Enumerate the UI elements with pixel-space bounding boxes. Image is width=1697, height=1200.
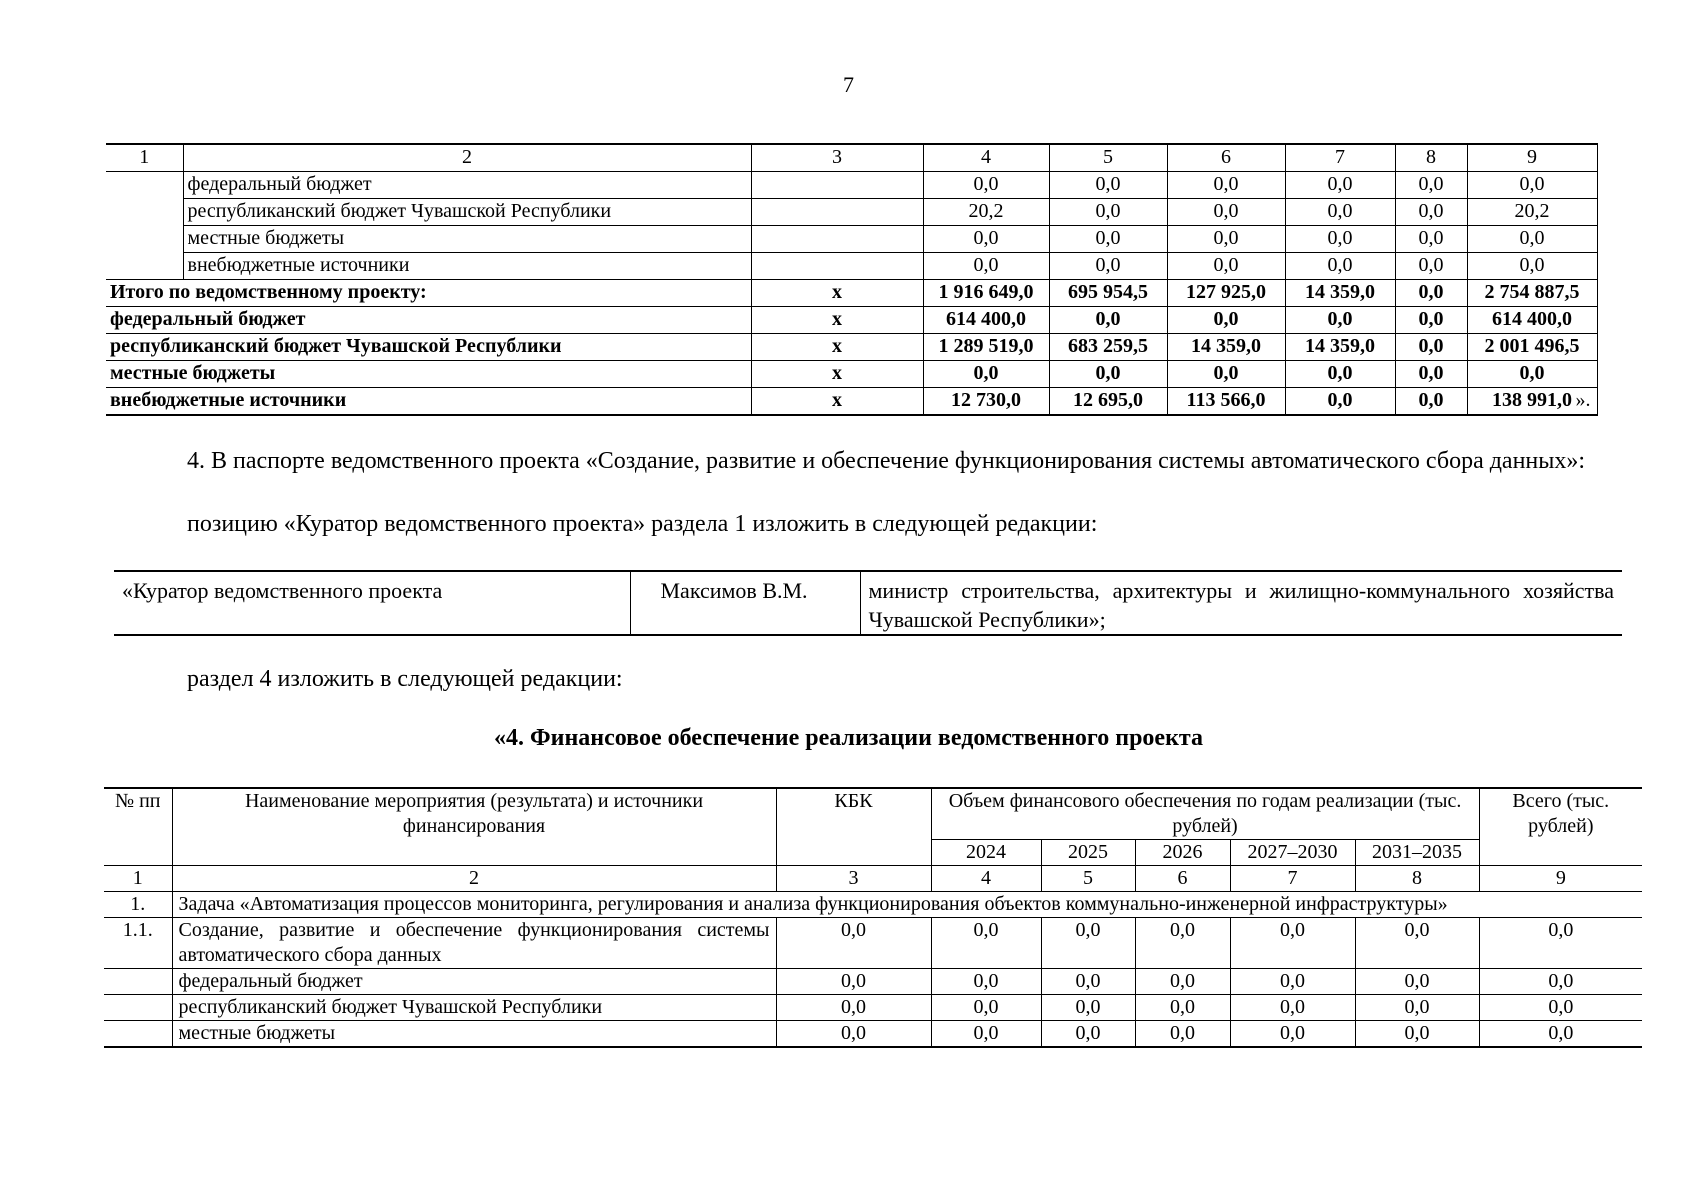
header-year: 2031–2035: [1355, 840, 1479, 866]
value-cell: 0,0: [1167, 361, 1285, 388]
source-name: местные бюджеты: [183, 226, 751, 253]
value-cell: 0,0: [1230, 995, 1355, 1021]
value-cell: 0,0: [1467, 253, 1597, 280]
header-num: № пп: [104, 788, 172, 866]
total-value: 138 991,0: [1492, 389, 1572, 411]
value-cell: 0,0: [1167, 253, 1285, 280]
col-num: 6: [1135, 866, 1230, 892]
value-cell: 20,2: [923, 199, 1049, 226]
value-cell: 0,0: [1285, 253, 1395, 280]
value-cell: 0,0: [1467, 172, 1597, 199]
source-name: федеральный бюджет: [172, 969, 776, 995]
value-cell: 0,0: [931, 969, 1041, 995]
empty-num-cell: [104, 969, 172, 995]
col-num: 2: [183, 144, 751, 172]
header-name: Наименование мероприятия (результата) и источники финансирования: [172, 788, 776, 866]
value-cell: 0,0: [1041, 969, 1135, 995]
value-cell: 0,0: [1355, 918, 1479, 969]
table-row: [104, 995, 1642, 1021]
value-cell: 0,0: [1479, 969, 1642, 995]
empty-num-cell: [104, 995, 172, 1021]
value-cell: 0,0: [776, 969, 931, 995]
value-cell: 113 566,0: [1167, 388, 1285, 416]
value-cell: 20,2: [1467, 199, 1597, 226]
value-cell: 0,0: [1167, 226, 1285, 253]
value-cell: 0,0: [1395, 172, 1467, 199]
value-cell: 0,0: [776, 995, 931, 1021]
value-cell: 0,0: [1285, 307, 1395, 334]
curator-label: «Куратор ведомственного проекта: [114, 571, 630, 635]
total-row: [106, 388, 1597, 416]
value-cell: 0,0: [1041, 995, 1135, 1021]
value-cell: 0,0: [1167, 199, 1285, 226]
table-row: [114, 571, 1622, 635]
col-num: 6: [1167, 144, 1285, 172]
col-num: 2: [172, 866, 776, 892]
value-cell: 0,0: [1467, 361, 1597, 388]
task-num: 1.: [104, 892, 172, 918]
value-cell: 0,0: [1285, 199, 1395, 226]
value-cell: 0,0: [931, 995, 1041, 1021]
value-cell: 2 001 496,5: [1467, 334, 1597, 361]
table-row: [106, 199, 1597, 226]
value-cell: 0,0: [1355, 969, 1479, 995]
col-num: 7: [1230, 866, 1355, 892]
kbk-cell: x: [751, 361, 923, 388]
financing-table: [104, 787, 1642, 1048]
funding-table-continued: [106, 143, 1598, 416]
value-cell: 0,0: [1467, 226, 1597, 253]
value-cell: 0,0: [776, 1021, 931, 1048]
col-num: 8: [1395, 144, 1467, 172]
header-total: Всего (тыс. рублей): [1479, 788, 1642, 866]
value-cell: 0,0: [776, 918, 931, 969]
value-cell: 0,0: [1167, 307, 1285, 334]
value-cell: 14 359,0: [1285, 280, 1395, 307]
value-cell: 0,0: [1285, 172, 1395, 199]
value-cell: [1467, 388, 1597, 416]
value-cell: 0,0: [1355, 995, 1479, 1021]
item-num: 1.1.: [104, 918, 172, 969]
value-cell: 0,0: [1395, 361, 1467, 388]
empty-num-cell: [104, 1021, 172, 1048]
total-row: [106, 280, 1597, 307]
source-name: республиканский бюджет Чувашской Республики: [172, 995, 776, 1021]
total-name: внебюджетные источники: [106, 388, 751, 416]
col-num: 5: [1049, 144, 1167, 172]
source-name: федеральный бюджет: [183, 172, 751, 199]
value-cell: 0,0: [1049, 226, 1167, 253]
table-row: [104, 969, 1642, 995]
value-cell: 0,0: [1049, 307, 1167, 334]
value-cell: 0,0: [1230, 969, 1355, 995]
value-cell: 0,0: [923, 361, 1049, 388]
value-cell: 0,0: [1049, 361, 1167, 388]
paragraph-curator-position: позицию «Куратор ведомственного проекта» раздела 1 изложить в следующей редакции:: [187, 511, 1098, 537]
col-num: 9: [1479, 866, 1642, 892]
value-cell: 0,0: [923, 253, 1049, 280]
value-cell: 0,0: [1049, 172, 1167, 199]
column-number-row: [104, 866, 1642, 892]
item-text: Создание, развитие и обеспечение функционирования системы автоматического сбора данных: [172, 918, 776, 969]
kbk-cell: x: [751, 388, 923, 416]
value-cell: 0,0: [1395, 226, 1467, 253]
col-num: 1: [106, 144, 183, 172]
value-cell: 0,0: [1285, 388, 1395, 416]
value-cell: 0,0: [1230, 1021, 1355, 1048]
total-row: [106, 334, 1597, 361]
kbk-cell: [751, 199, 923, 226]
value-cell: 0,0: [923, 226, 1049, 253]
value-cell: 12 695,0: [1049, 388, 1167, 416]
kbk-cell: x: [751, 307, 923, 334]
page-number: 7: [843, 72, 854, 97]
total-name: местные бюджеты: [106, 361, 751, 388]
header-year: 2026: [1135, 840, 1230, 866]
value-cell: 0,0: [1135, 1021, 1230, 1048]
col-num: 9: [1467, 144, 1597, 172]
total-name: республиканский бюджет Чувашской Республики: [106, 334, 751, 361]
item-row: [104, 918, 1642, 969]
value-cell: 1 289 519,0: [923, 334, 1049, 361]
col-num: 8: [1355, 866, 1479, 892]
total-name: федеральный бюджет: [106, 307, 751, 334]
value-cell: 0,0: [1395, 334, 1467, 361]
value-cell: 0,0: [1135, 969, 1230, 995]
col-num: 7: [1285, 144, 1395, 172]
value-cell: 0,0: [1285, 226, 1395, 253]
header-year: 2027–2030: [1230, 840, 1355, 866]
value-cell: 14 359,0: [1285, 334, 1395, 361]
value-cell: 614 400,0: [1467, 307, 1597, 334]
value-cell: 0,0: [1479, 995, 1642, 1021]
value-cell: 0,0: [1167, 172, 1285, 199]
value-cell: 0,0: [923, 172, 1049, 199]
closing-quote: ».: [1575, 389, 1591, 411]
header-year: 2024: [931, 840, 1041, 866]
curator-table: [114, 570, 1622, 636]
value-cell: 0,0: [1049, 199, 1167, 226]
total-name: Итого по ведомственному проекту:: [106, 280, 751, 307]
value-cell: 14 359,0: [1167, 334, 1285, 361]
kbk-cell: [751, 253, 923, 280]
column-number-row: [106, 144, 1597, 172]
curator-person: Максимов В.М.: [630, 571, 860, 635]
table-row: [104, 1021, 1642, 1048]
curator-position: министр строительства, архитектуры и жилищно-коммунального хозяйства Чувашской Республики»;: [860, 571, 1622, 635]
value-cell: 0,0: [1041, 918, 1135, 969]
value-cell: 12 730,0: [923, 388, 1049, 416]
value-cell: 0,0: [1395, 253, 1467, 280]
header-year: 2025: [1041, 840, 1135, 866]
value-cell: 0,0: [1135, 918, 1230, 969]
value-cell: 0,0: [931, 918, 1041, 969]
value-cell: 0,0: [1230, 918, 1355, 969]
value-cell: 0,0: [1049, 253, 1167, 280]
col-num: 4: [923, 144, 1049, 172]
value-cell: 0,0: [1395, 199, 1467, 226]
value-cell: 0,0: [1395, 307, 1467, 334]
value-cell: 1 916 649,0: [923, 280, 1049, 307]
value-cell: 0,0: [931, 1021, 1041, 1048]
col-num: 4: [931, 866, 1041, 892]
table-row: [106, 172, 1597, 199]
table-row: [106, 253, 1597, 280]
value-cell: 695 954,5: [1049, 280, 1167, 307]
source-name: республиканский бюджет Чувашской Республики: [183, 199, 751, 226]
total-row: [106, 361, 1597, 388]
header-row: [104, 788, 1642, 840]
value-cell: 0,0: [1395, 280, 1467, 307]
paragraph-section4: раздел 4 изложить в следующей редакции:: [187, 666, 623, 692]
paragraph-amendment-4: 4. В паспорте ведомственного проекта «Создание, развитие и обеспечение функционирования системы автоматического сбора данных»:: [187, 448, 1586, 474]
value-cell: 2 754 887,5: [1467, 280, 1597, 307]
source-name: местные бюджеты: [172, 1021, 776, 1048]
table-row: [106, 226, 1597, 253]
section-heading: «4. Финансовое обеспечение реализации ведомственного проекта: [494, 725, 1203, 751]
task-row: [104, 892, 1642, 918]
header-kbk: КБК: [776, 788, 931, 866]
source-name: внебюджетные источники: [183, 253, 751, 280]
value-cell: 614 400,0: [923, 307, 1049, 334]
value-cell: 0,0: [1285, 361, 1395, 388]
col-num: 3: [751, 144, 923, 172]
col-num: 1: [104, 866, 172, 892]
total-row: [106, 307, 1597, 334]
value-cell: 0,0: [1479, 1021, 1642, 1048]
value-cell: 0,0: [1479, 918, 1642, 969]
value-cell: 0,0: [1395, 388, 1467, 416]
task-text: Задача «Автоматизация процессов мониторинга, регулирования и анализа функционирования объектов коммунально-инженерной инфраструктуры»: [172, 892, 1642, 918]
value-cell: 0,0: [1041, 1021, 1135, 1048]
col-num: 3: [776, 866, 931, 892]
kbk-cell: x: [751, 334, 923, 361]
value-cell: 683 259,5: [1049, 334, 1167, 361]
value-cell: 0,0: [1355, 1021, 1479, 1048]
value-cell: 127 925,0: [1167, 280, 1285, 307]
header-volume: Объем финансового обеспечения по годам реализации (тыс. рублей): [931, 788, 1479, 840]
value-cell: 0,0: [1135, 995, 1230, 1021]
empty-num-cell: [106, 172, 183, 280]
kbk-cell: [751, 226, 923, 253]
col-num: 5: [1041, 866, 1135, 892]
kbk-cell: [751, 172, 923, 199]
kbk-cell: x: [751, 280, 923, 307]
